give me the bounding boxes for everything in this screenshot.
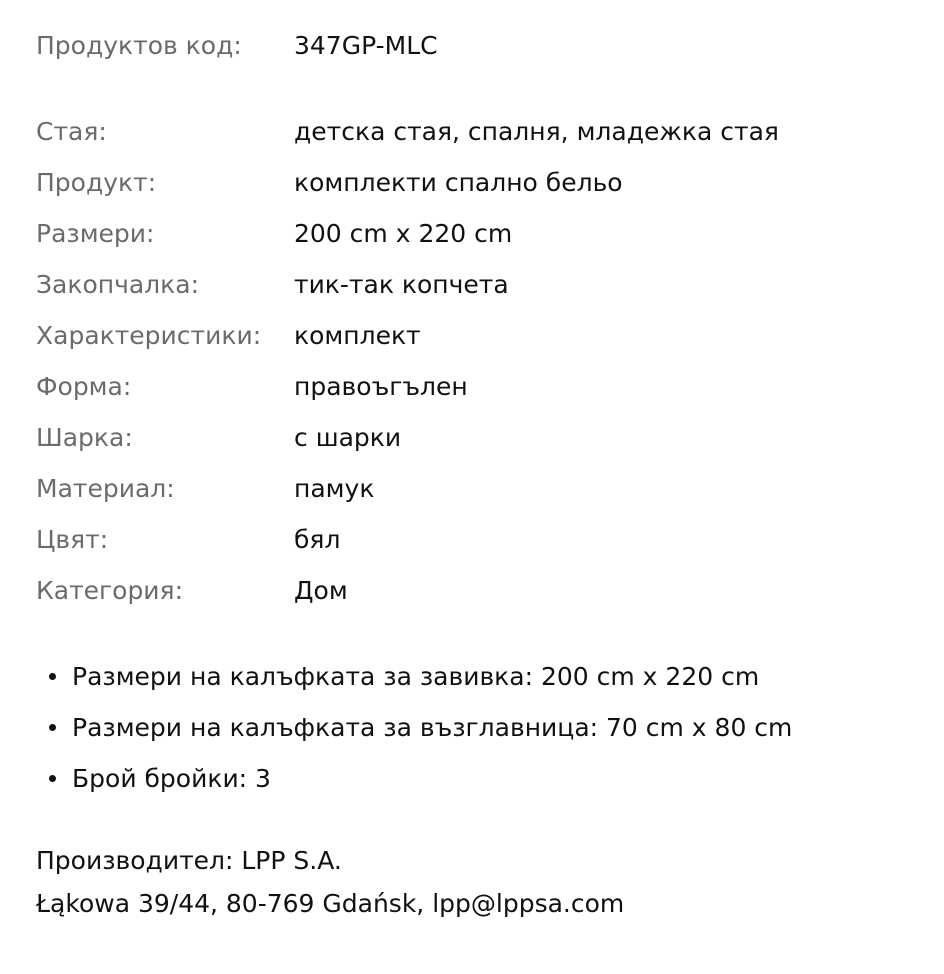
product-details xyxy=(36,20,916,925)
attribute-row-features xyxy=(36,310,916,361)
product-code-label: Продуктов код: xyxy=(36,31,242,60)
attribute-label: Закопчалка: xyxy=(36,270,200,299)
attribute-row-fastening xyxy=(36,259,916,310)
bullet-text: Размери на калъфката за завивка: 200 cm x 220 cm xyxy=(72,662,760,691)
attribute-label: Стая: xyxy=(36,117,107,146)
attribute-value: 200 cm x 220 cm xyxy=(294,219,513,248)
attribute-value: Дом xyxy=(294,576,348,605)
attribute-row-room xyxy=(36,106,916,157)
attribute-value: с шарки xyxy=(294,423,402,452)
attribute-value: детска стая, спалня, младежка стая xyxy=(294,117,779,146)
bullet-item xyxy=(36,753,916,804)
features-bullet-list xyxy=(36,651,916,804)
attribute-row-pattern xyxy=(36,412,916,463)
bullet-dot-icon xyxy=(49,775,56,782)
manufacturer-address: Łąkowa 39/44, 80-769 Gdańsk, lpp@lppsa.com xyxy=(36,889,625,918)
attribute-label: Категория: xyxy=(36,576,184,605)
bullet-item xyxy=(36,651,916,702)
bullet-text: Размери на калъфката за възглавница: 70 cm x 80 cm xyxy=(72,713,793,742)
attribute-label: Характеристики: xyxy=(36,321,262,350)
attribute-label: Продукт: xyxy=(36,168,157,197)
attribute-row-material xyxy=(36,463,916,514)
attributes-list xyxy=(36,106,916,616)
attribute-label: Форма: xyxy=(36,372,132,401)
attribute-value: комплекти спално бельо xyxy=(294,168,623,197)
attribute-value: комплект xyxy=(294,321,421,350)
bullet-dot-icon xyxy=(49,724,56,731)
product-code-value: 347GP-MLC xyxy=(294,31,438,60)
attribute-row-product xyxy=(36,157,916,208)
attribute-value: памук xyxy=(294,474,375,503)
attribute-row-dimensions xyxy=(36,208,916,259)
manufacturer-info xyxy=(36,839,916,925)
attribute-value: тик-так копчета xyxy=(294,270,509,299)
manufacturer-name: Производител: LPP S.A. xyxy=(36,846,342,875)
attribute-label: Цвят: xyxy=(36,525,109,554)
attribute-row-shape xyxy=(36,361,916,412)
bullet-text: Брой бройки: 3 xyxy=(72,764,271,793)
attribute-value: правоъгълен xyxy=(294,372,468,401)
attribute-label: Материал: xyxy=(36,474,175,503)
attribute-row-color xyxy=(36,514,916,565)
attribute-label: Шарка: xyxy=(36,423,133,452)
bullet-item xyxy=(36,702,916,753)
bullet-dot-icon xyxy=(49,673,56,680)
product-code-row xyxy=(36,20,916,71)
attribute-label: Размери: xyxy=(36,219,155,248)
attribute-value: бял xyxy=(294,525,341,554)
attribute-row-category xyxy=(36,565,916,616)
